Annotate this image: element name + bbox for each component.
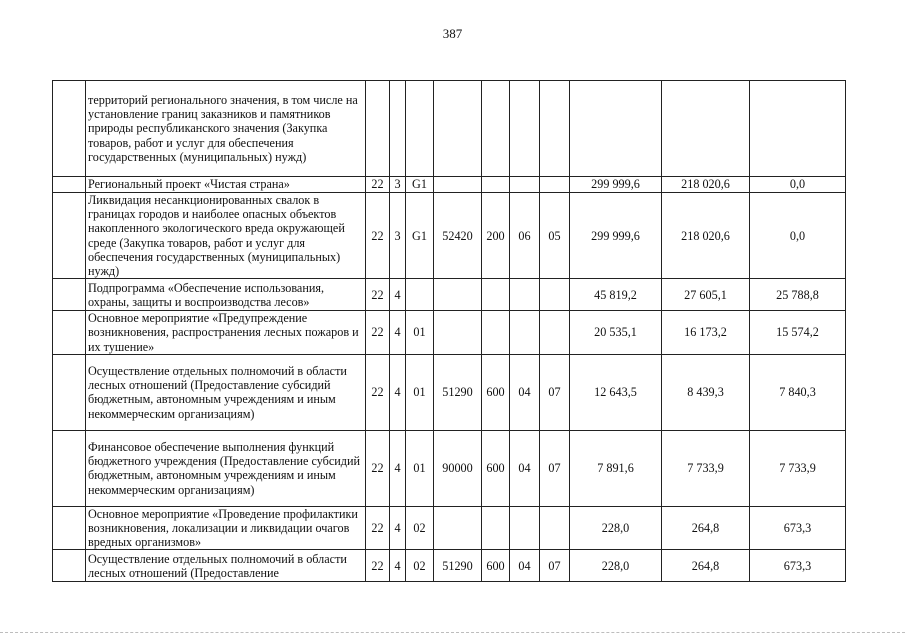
amount-cell-y3 xyxy=(750,81,846,177)
amount-cell-y3: 7 733,9 xyxy=(750,430,846,506)
scan-edge-line xyxy=(0,632,905,633)
code-cell-dir xyxy=(434,506,482,550)
code-cell-sp: 3 xyxy=(390,193,406,279)
amount-cell-y2: 7 733,9 xyxy=(662,430,750,506)
amount-cell-y1: 299 999,6 xyxy=(570,193,662,279)
row-name-cell: территорий регионального значения, в том числе на установление границ заказников и памятников природы республиканского значения (Закупка товаров, работ и услуг для обеспечения государственных (муниципальных) нужд) xyxy=(86,81,366,177)
code-cell-pr xyxy=(540,311,570,355)
table-row xyxy=(53,81,846,177)
amount-cell-y3: 0,0 xyxy=(750,177,846,193)
amount-cell-y1: 45 819,2 xyxy=(570,279,662,311)
amount-cell-y2: 218 020,6 xyxy=(662,193,750,279)
amount-cell-y1: 20 535,1 xyxy=(570,311,662,355)
code-cell-rz xyxy=(510,311,540,355)
code-cell-sp: 4 xyxy=(390,550,406,582)
amount-cell-y1 xyxy=(570,81,662,177)
code-cell-pr: 07 xyxy=(540,430,570,506)
code-cell-dir: 90000 xyxy=(434,430,482,506)
code-cell-rz: 04 xyxy=(510,354,540,430)
code-cell-rz xyxy=(510,279,540,311)
code-cell-dir: 52420 xyxy=(434,193,482,279)
code-cell-om: 01 xyxy=(406,354,434,430)
code-cell-rz: 06 xyxy=(510,193,540,279)
budget-table xyxy=(52,80,846,582)
amount-cell-y1: 228,0 xyxy=(570,506,662,550)
table-row xyxy=(53,279,846,311)
code-cell-vr: 600 xyxy=(482,354,510,430)
amount-cell-y2: 8 439,3 xyxy=(662,354,750,430)
code-cell-sp: 4 xyxy=(390,311,406,355)
amount-cell-y2: 264,8 xyxy=(662,506,750,550)
amount-cell-y2 xyxy=(662,81,750,177)
amount-cell-y3: 7 840,3 xyxy=(750,354,846,430)
code-cell-pr xyxy=(540,279,570,311)
code-cell-gp: 22 xyxy=(366,550,390,582)
table-row xyxy=(53,430,846,506)
amount-cell-y3: 673,3 xyxy=(750,550,846,582)
code-cell-sp: 3 xyxy=(390,177,406,193)
amount-cell-y2: 16 173,2 xyxy=(662,311,750,355)
amount-cell-y1: 299 999,6 xyxy=(570,177,662,193)
table-row xyxy=(53,193,846,279)
table-row xyxy=(53,177,846,193)
code-cell-vr xyxy=(482,177,510,193)
code-cell-pr xyxy=(540,506,570,550)
code-cell-pr xyxy=(540,81,570,177)
code-cell-vr: 200 xyxy=(482,193,510,279)
amount-cell-y2: 27 605,1 xyxy=(662,279,750,311)
amount-cell-y1: 7 891,6 xyxy=(570,430,662,506)
row-name-cell: Подпрограмма «Обеспечение использования, охраны, защиты и воспроизводства лесов» xyxy=(86,279,366,311)
table-row xyxy=(53,311,846,355)
row-index-cell xyxy=(53,550,86,582)
code-cell-gp xyxy=(366,81,390,177)
code-cell-pr xyxy=(540,177,570,193)
amount-cell-y3: 673,3 xyxy=(750,506,846,550)
row-name-cell: Ликвидация несанкционированных свалок в границах городов и наиболее опасных объектов накопленного экологического вреда окружающей среде (Закупка товаров, работ и услуг для обеспечения государственных (муниципальных) нужд) xyxy=(86,193,366,279)
page-number: 387 xyxy=(442,26,463,41)
code-cell-rz xyxy=(510,81,540,177)
row-name-cell: Региональный проект «Чистая страна» xyxy=(86,177,366,193)
amount-cell-y1: 12 643,5 xyxy=(570,354,662,430)
table-row xyxy=(53,354,846,430)
row-index-cell xyxy=(53,177,86,193)
code-cell-pr: 07 xyxy=(540,354,570,430)
code-cell-rz xyxy=(510,177,540,193)
code-cell-vr: 600 xyxy=(482,550,510,582)
code-cell-dir: 51290 xyxy=(434,354,482,430)
amount-cell-y3: 0,0 xyxy=(750,193,846,279)
row-index-cell xyxy=(53,354,86,430)
code-cell-om: 02 xyxy=(406,506,434,550)
code-cell-vr xyxy=(482,81,510,177)
row-name-cell: Финансовое обеспечение выполнения функций бюджетного учреждения (Предоставление субсидий бюджетным, автономным учреждениям и иным некоммерческим организациям) xyxy=(86,430,366,506)
row-name-cell: Осуществление отдельных полномочий в области лесных отношений (Предоставление субсидий бюджетным, автономным учреждениям и иным некоммерческим организациям) xyxy=(86,354,366,430)
code-cell-dir: 51290 xyxy=(434,550,482,582)
row-index-cell xyxy=(53,193,86,279)
code-cell-gp: 22 xyxy=(366,354,390,430)
amount-cell-y2: 264,8 xyxy=(662,550,750,582)
row-name-cell: Осуществление отдельных полномочий в области лесных отношений (Предоставление xyxy=(86,550,366,582)
row-index-cell xyxy=(53,81,86,177)
row-index-cell xyxy=(53,311,86,355)
code-cell-om: 01 xyxy=(406,430,434,506)
code-cell-om: G1 xyxy=(406,193,434,279)
code-cell-om: 01 xyxy=(406,311,434,355)
code-cell-gp: 22 xyxy=(366,279,390,311)
code-cell-rz: 04 xyxy=(510,430,540,506)
row-index-cell xyxy=(53,506,86,550)
code-cell-dir xyxy=(434,177,482,193)
row-index-cell xyxy=(53,279,86,311)
code-cell-gp: 22 xyxy=(366,430,390,506)
code-cell-sp: 4 xyxy=(390,506,406,550)
code-cell-dir xyxy=(434,311,482,355)
row-index-cell xyxy=(53,430,86,506)
code-cell-sp: 4 xyxy=(390,430,406,506)
code-cell-gp: 22 xyxy=(366,177,390,193)
code-cell-sp: 4 xyxy=(390,354,406,430)
code-cell-om: 02 xyxy=(406,550,434,582)
amount-cell-y3: 25 788,8 xyxy=(750,279,846,311)
amount-cell-y1: 228,0 xyxy=(570,550,662,582)
code-cell-dir xyxy=(434,279,482,311)
code-cell-vr xyxy=(482,311,510,355)
code-cell-gp: 22 xyxy=(366,193,390,279)
code-cell-vr: 600 xyxy=(482,430,510,506)
code-cell-gp: 22 xyxy=(366,311,390,355)
code-cell-pr: 07 xyxy=(540,550,570,582)
code-cell-rz xyxy=(510,506,540,550)
code-cell-rz: 04 xyxy=(510,550,540,582)
code-cell-vr xyxy=(482,279,510,311)
amount-cell-y3: 15 574,2 xyxy=(750,311,846,355)
table-row xyxy=(53,550,846,582)
row-name-cell: Основное мероприятие «Предупреждение возникновения, распространения лесных пожаров и их тушение» xyxy=(86,311,366,355)
code-cell-sp xyxy=(390,81,406,177)
code-cell-om: G1 xyxy=(406,177,434,193)
code-cell-dir xyxy=(434,81,482,177)
code-cell-gp: 22 xyxy=(366,506,390,550)
amount-cell-y2: 218 020,6 xyxy=(662,177,750,193)
code-cell-vr xyxy=(482,506,510,550)
code-cell-om xyxy=(406,81,434,177)
code-cell-sp: 4 xyxy=(390,279,406,311)
row-name-cell: Основное мероприятие «Проведение профилактики возникновения, локализации и ликвидации очагов вредных организмов» xyxy=(86,506,366,550)
code-cell-pr: 05 xyxy=(540,193,570,279)
code-cell-om xyxy=(406,279,434,311)
table-row xyxy=(53,506,846,550)
